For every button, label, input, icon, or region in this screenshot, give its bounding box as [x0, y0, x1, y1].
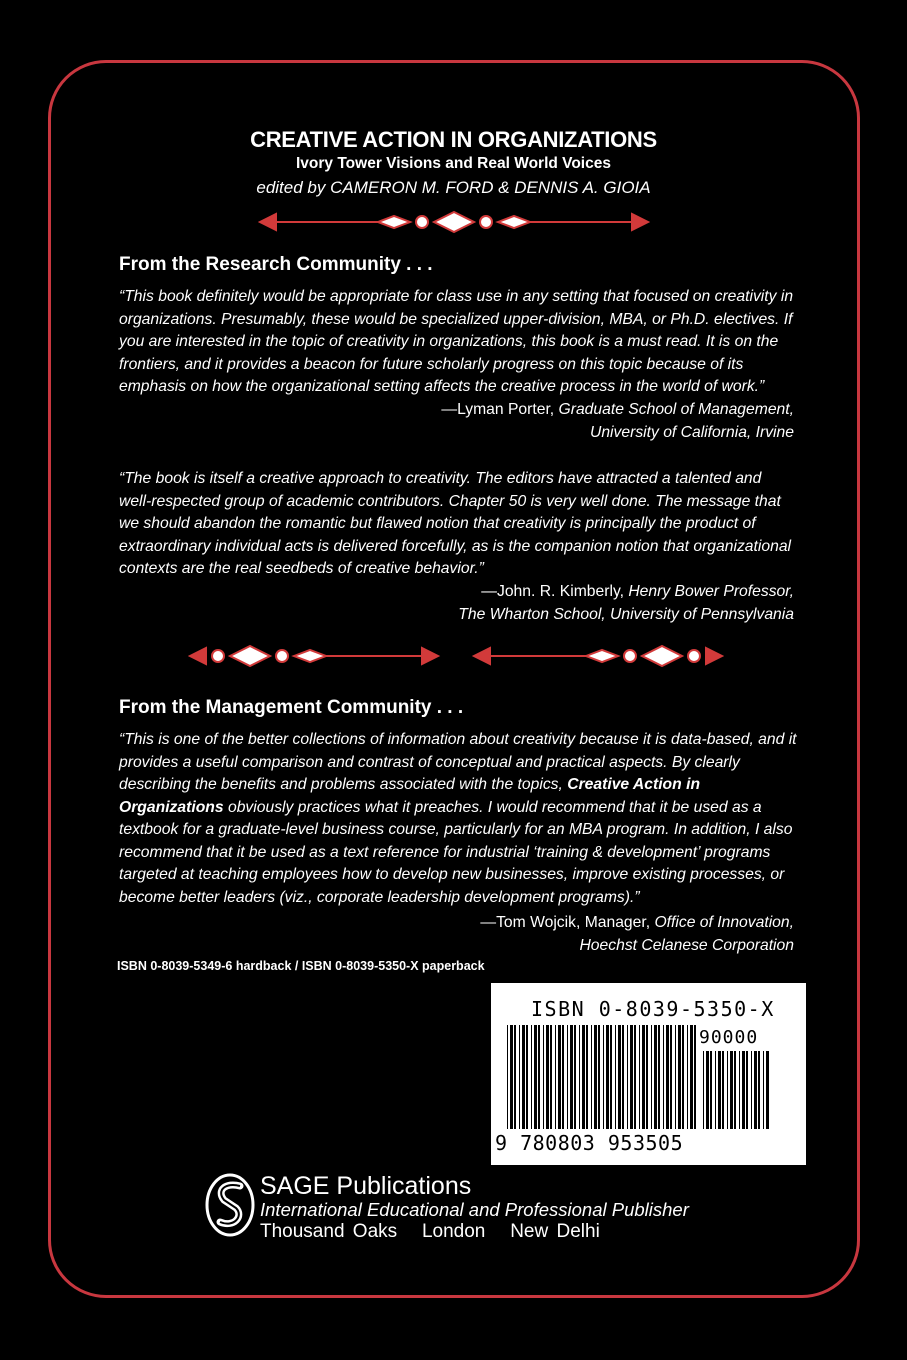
barcode-bar	[550, 1025, 552, 1129]
book-editors: edited by CAMERON M. FORD & DENNIS A. GIOIA	[256, 178, 651, 197]
attribution-name: —Tom Wojcik, Manager,	[480, 914, 655, 931]
publisher-name: SAGE Publications	[260, 1172, 472, 1200]
barcode-bar	[654, 1025, 657, 1129]
attribution-name: —John. R. Kimberly,	[481, 583, 629, 600]
management-heading: From the Management Community . . .	[119, 697, 464, 718]
barcode-bar	[615, 1025, 616, 1129]
barcode-bar	[579, 1025, 580, 1129]
barcode-bar	[730, 1051, 733, 1129]
barcode-bar	[687, 1025, 688, 1129]
barcode-bar	[666, 1025, 669, 1129]
quote-line: frontiers, and it provides a beacon for future scholarly progress on this topic because of its	[119, 355, 744, 373]
management-quote	[119, 729, 819, 909]
barcode-bar	[670, 1025, 672, 1129]
book-title: CREATIVE ACTION IN ORGANIZATIONS	[250, 127, 657, 152]
attribution-affiliation: The Wharton School, University of Pennsylvania	[458, 605, 794, 623]
barcode-bar	[630, 1025, 633, 1129]
attribution-affiliation: Hoechst Celanese Corporation	[579, 936, 794, 954]
barcode-bar	[510, 1025, 513, 1129]
barcode-ean-digits: 9 780803 953505	[495, 1131, 684, 1155]
barcode-bar	[543, 1025, 544, 1129]
barcode-bar	[622, 1025, 624, 1129]
barcode-bar	[694, 1025, 696, 1129]
attribution-name: —Lyman Porter,	[441, 401, 559, 418]
quote-line: you are interested in the topic of creativity in organizations, this book is a must read. It is on the	[119, 333, 779, 350]
barcode-bar	[562, 1025, 564, 1129]
ornament-divider-top	[258, 208, 650, 236]
quote-line: contexts are the real seedbeds of creative behavior.”	[119, 560, 484, 577]
attribution-role: Office of Innovation,	[654, 914, 794, 931]
barcode-bar	[727, 1051, 728, 1129]
barcode-bar	[718, 1051, 721, 1129]
book-title-emphasis: Creative Action in	[567, 776, 701, 793]
barcode-bar	[534, 1025, 537, 1129]
barcode-bar	[526, 1025, 528, 1129]
isbn-line: ISBN 0-8039-5349-6 hardback / ISBN 0-8039-5350-X paperback	[117, 959, 485, 973]
barcode-bar	[763, 1051, 764, 1129]
quote-line: “This is one of the better collections of information about creativity because it is data-based, and it	[119, 731, 797, 748]
barcode-bar	[606, 1025, 609, 1129]
barcode-bar	[507, 1025, 508, 1129]
barcode-bar	[582, 1025, 585, 1129]
barcode-bar	[514, 1025, 516, 1129]
barcode-label	[491, 983, 806, 1165]
barcode-bar	[594, 1025, 597, 1129]
barcode-bar	[754, 1051, 757, 1129]
barcode-bar	[574, 1025, 576, 1129]
barcode-bar	[722, 1051, 724, 1129]
barcode-bar	[663, 1025, 664, 1129]
barcode-bar	[634, 1025, 636, 1129]
management-quote-attribution	[300, 912, 794, 957]
barcode-bar	[642, 1025, 645, 1129]
barcode-bar	[715, 1051, 716, 1129]
quote-line: obviously practices what it preaches. I would recommend that it be used as a	[223, 798, 762, 816]
barcode-bar	[751, 1051, 752, 1129]
quote-line: become better leaders (viz., corporate leadership development programs).”	[119, 888, 640, 906]
research-quote-2	[119, 468, 819, 581]
quote-line: “The book is itself a creative approach to creativity. The editors have attracted a talented and	[119, 470, 762, 487]
barcode-bar	[746, 1051, 748, 1129]
quote-line: extraordinary individual acts is delivered forcefully, as is the companion notion that organizational	[119, 537, 792, 555]
book-subtitle: Ivory Tower Visions and Real World Voices	[296, 155, 611, 172]
research-quote-1-attribution	[300, 399, 794, 444]
price-barcode-bars	[703, 1051, 771, 1129]
barcode-bar	[766, 1051, 769, 1129]
barcode-bar	[646, 1025, 648, 1129]
barcode-bar	[710, 1051, 712, 1129]
barcode-bar	[627, 1025, 628, 1129]
quote-line: organizations. Presumably, these would be specialized upper-division, MBA, or Ph.D. electives. If	[119, 310, 793, 328]
quote-line: we should abandon the romantic but flawed notion that creativity is principally the product of	[119, 515, 756, 532]
barcode-bar	[519, 1025, 520, 1129]
barcode-bar	[522, 1025, 525, 1129]
barcode-bar	[558, 1025, 561, 1129]
barcode-bar	[618, 1025, 621, 1129]
barcode-bar	[531, 1025, 532, 1129]
quote-line: describing the benefits and problems associated with the topics,	[119, 776, 568, 793]
barcode-bar	[675, 1025, 676, 1129]
barcode-bar	[658, 1025, 660, 1129]
barcode-bar	[734, 1051, 736, 1129]
publisher-cities: Thousand Oaks London New Delhi	[260, 1221, 600, 1242]
barcode-bar	[639, 1025, 640, 1129]
barcode-bar	[586, 1025, 588, 1129]
barcode-bar	[742, 1051, 745, 1129]
quote-line: “This book definitely would be appropriate for class use in any setting that focused on creativity in	[119, 288, 794, 305]
book-title-emphasis: Organizations	[119, 798, 224, 816]
quote-line: targeted at teaching employees how to develop new businesses, improve existing processes, or	[119, 866, 785, 883]
quote-line: recommend that it be used as a text reference for industrial ‘training & development’ programs	[119, 843, 771, 861]
barcode-bar	[739, 1051, 740, 1129]
research-heading: From the Research Community . . .	[119, 254, 433, 275]
barcode-bar	[567, 1025, 568, 1129]
barcode-bar	[610, 1025, 612, 1129]
barcode-bar	[538, 1025, 540, 1129]
research-quote-2-attribution	[300, 581, 794, 626]
ornament-divider-middle	[188, 642, 724, 670]
barcode-bar	[706, 1051, 709, 1129]
barcode-bar	[682, 1025, 684, 1129]
quote-line: provides a useful comparison and contrast of conceptual and practical aspects. By clearly	[119, 753, 740, 771]
barcode-bar	[598, 1025, 600, 1129]
barcode-price-code: 90000	[699, 1027, 759, 1048]
publisher-tagline: International Educational and Professional Publisher	[260, 1199, 689, 1220]
quote-line: emphasis on how the organizational setting affects the creative process in the world of work.”	[119, 378, 765, 395]
barcode-bar	[603, 1025, 604, 1129]
barcode-bar	[570, 1025, 573, 1129]
barcode-bar	[591, 1025, 592, 1129]
barcode-bar	[703, 1051, 704, 1129]
barcode-bar	[678, 1025, 681, 1129]
quote-line: textbook for a graduate-level business course, particularly for an MBA program. In addition, I also	[119, 821, 793, 838]
barcode-bar	[758, 1051, 760, 1129]
barcode-bar	[546, 1025, 549, 1129]
barcode-bar	[555, 1025, 556, 1129]
barcode-bar	[651, 1025, 652, 1129]
research-quote-1	[119, 286, 819, 399]
sage-logo	[204, 1172, 256, 1238]
attribution-affiliation: University of California, Irvine	[589, 423, 794, 441]
attribution-role: Graduate School of Management,	[558, 401, 794, 418]
barcode-isbn-text: ISBN 0-8039-5350-X	[531, 997, 775, 1021]
quote-line: well-respected group of academic contributors. Chapter 50 is very well done. The message that	[119, 492, 781, 510]
ean-barcode-bars	[507, 1025, 699, 1129]
attribution-role: Henry Bower Professor,	[628, 583, 794, 600]
barcode-bar	[690, 1025, 693, 1129]
